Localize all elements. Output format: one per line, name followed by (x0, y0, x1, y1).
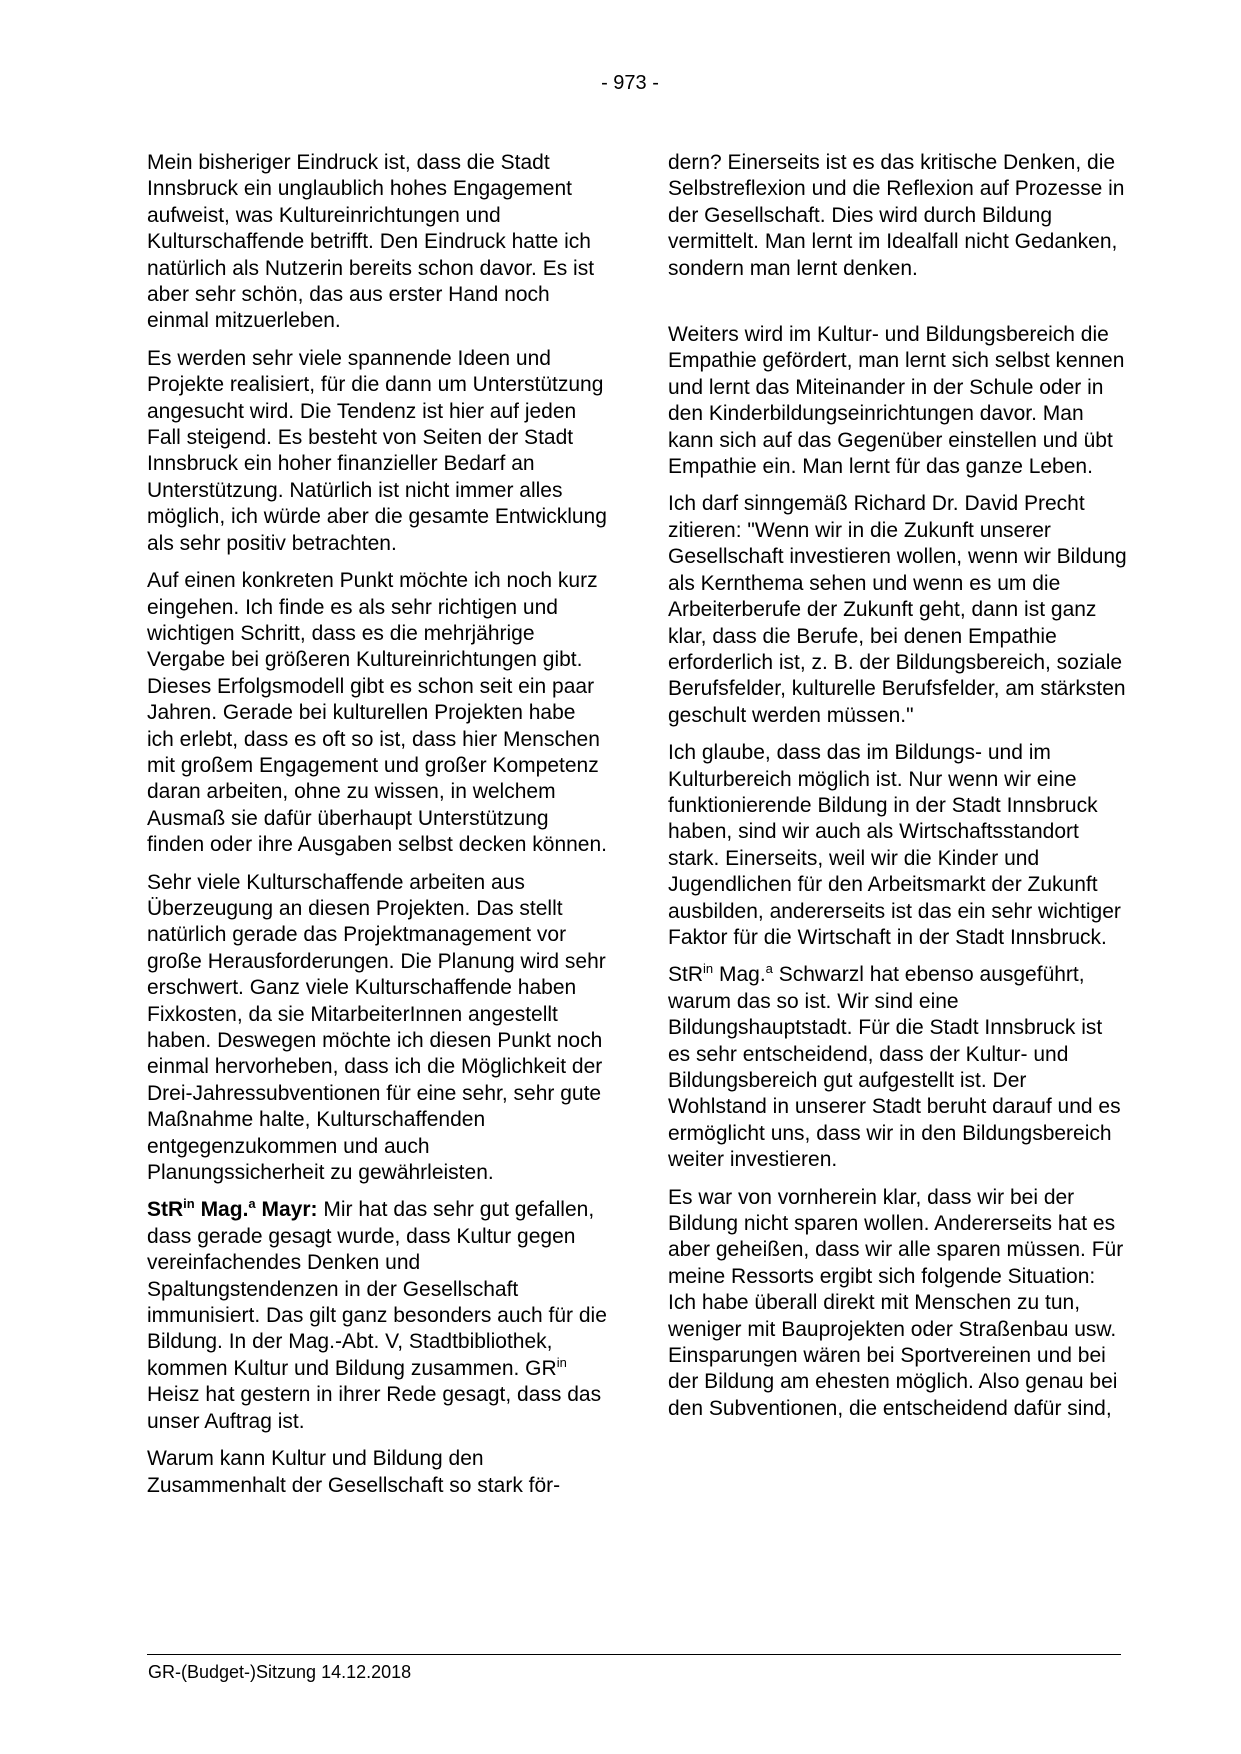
speech-text: Heisz hat gestern in ihrer Rede gesagt, dass das unser Auftrag ist. (147, 1383, 602, 1433)
page-number: - 973 - (601, 72, 659, 94)
paragraph: Auf einen konkreten Punkt möchte ich noch kurz eingehen. Ich finde es als sehr richtigen und wichtigen Schritt, dass es die mehrjährige Vergabe bei größeren Kultureinrichtungen gibt. Dieses Erfolgsmodell gibt es schon seit ein paar Jahren. Gerade bei kulturellen Projekten habe ich erlebt, dass es oft so ist, dass hier Menschen mit großem Engagement und großer Kompetenz daran arbeiten, ohne zu wissen, in welchem Ausmaß sie dafür überhaupt Unterstützung finden oder ihre Ausgaben selbst decken können. (147, 569, 608, 857)
title-prefix: StR (668, 963, 704, 987)
degree: Mag. (713, 963, 766, 987)
paragraph: dern? Einerseits ist es das kritische Denken, die Selbstreflexion und die Reflexion auf Prozesse in der Gesellschaft. Dies wird durch Bildung vermittelt. Man lernt im Idealfall nicht Gedanken, sondern man lernt denken. (668, 151, 1125, 280)
degree-suffix: a (765, 961, 773, 977)
title-suffix: in (556, 1354, 567, 1370)
paragraph: Es werden sehr viele spannende Ideen und Projekte realisiert, für die dann um Unterstützung angesucht wird. Die Tendenz ist hier auf jeden Fall steigend. Es besteht von Seiten der Stadt Innsbruck ein hoher finanzieller Bedarf an Unterstützung. Natürlich ist nicht immer alles möglich, ich würde aber die gesamte Entwicklung als sehr positiv betrachten. (147, 346, 607, 555)
left-column (147, 150, 607, 1510)
speaker-title-suffix: in (183, 1196, 195, 1212)
title-suffix: in (703, 961, 714, 977)
speech-text: Mir hat das sehr gut gefallen, dass gerade gesagt wurde, dass Kultur gegen vereinfachendes Denken und Spaltungstendenzen in der Gesellschaft immunisiert. Das gilt ganz besonders auch für die Bildung. In der Mag.-Abt. V, Stadtbibliothek, kommen Kultur und Bildung zusammen. GR (147, 1198, 607, 1380)
paragraph: Weiters wird im Kultur- und Bildungsbereich die Empathie gefördert, man lernt sich selbst kennen und lernt das Miteinander in der Schule oder in den Kinderbildungseinrichtungen davor. Man kann sich auf das Gegenüber einstellen und übt Empathie ein. Man lernt für das ganze Leben. (668, 323, 1125, 479)
paragraph: Mein bisheriger Eindruck ist, dass die Stadt Innsbruck ein unglaublich hohes Engagement aufweist, was Kultureinrichtungen und Kulturschaffende betrifft. Den Eindruck hatte ich natürlich als Nutzerin bereits schon davor. Es ist aber sehr schön, das aus erster Hand noch einmal mitzuerleben. (147, 151, 595, 333)
footer-divider (147, 1654, 1121, 1655)
paragraph: Ich darf sinngemäß Richard Dr. David Precht zitieren: "Wenn wir in die Zukunft unserer Gesellschaft investieren wollen, wenn wir Bildung als Kernthema sehen und wenn es um die Arbeiterberufe der Zukunft geht, dann ist ganz klar, dass die Berufe, bei denen Empathie erforderlich ist, z. B. der Bildungsbereich, soziale Berufsfelder, kulturelle Berufsfelder, am stärksten geschult werden müssen." (668, 492, 1127, 727)
speaker-degree-suffix: a (248, 1196, 256, 1212)
paragraph: Ich glaube, dass das im Bildungs- und im Kulturbereich möglich ist. Nur wenn wir eine funktionierende Bildung in der Stadt Innsbruck haben, sind wir auch als Wirtschaftsstandort stark. Einerseits, weil wir die Kinder und Jugendlichen für den Arbeitsmarkt der Zukunft ausbilden, andererseits ist das ein sehr wichtiger Faktor für die Wirtschaft in der Stadt Innsbruck. (668, 741, 1121, 949)
footer-text: GR-(Budget-)Sitzung 14.12.2018 (148, 1662, 412, 1682)
speaker-label (147, 1198, 318, 1221)
paragraph-text: Schwarzl hat ebenso ausgeführt, warum das so ist. Wir sind eine Bildungshauptstadt. Für die Stadt Innsbruck ist es sehr entscheidend, dass der Kultur- und Bildungsbereich gut aufgestellt ist. Der Wohlstand in unserer Stadt beruht darauf und es ermöglicht uns, dass wir in den Bildungsbereich weiter investieren. (668, 963, 1121, 1172)
right-column (668, 150, 1128, 1433)
speaker-paragraph (147, 1197, 607, 1435)
speaker-name: Mayr: (255, 1198, 318, 1222)
paragraph: Es war von vornherein klar, dass wir bei der Bildung nicht sparen wollen. Andererseits hat es aber geheißen, dass wir alle sparen müssen. Für meine Ressorts ergibt sich folgende Situation: Ich habe überall direkt mit Menschen zu tun, weniger mit Bauprojekten oder Straßenbau usw. Einsparungen wären bei Sportvereinen und bei der Bildung am ehesten möglich. Also genau bei den Subventionen, die entscheidend dafür sind, (668, 1185, 1124, 1420)
paragraph: Sehr viele Kulturschaffende arbeiten aus Überzeugung an diesen Projekten. Das stellt natürlich gerade das Projektmanagement vor große Herausforderungen. Die Planung wird sehr erschwert. Ganz viele Kulturschaffende haben Fixkosten, da sie MitarbeiterInnen angestellt haben. Deswegen möchte ich diesen Punkt noch einmal hervorheben, dass ich die Möglichkeit der Drei-Jahressubventionen für eine sehr, sehr gute Maßnahme halte, Kulturschaffenden entgegenzukommen und auch Planungssicherheit zu gewährleisten. (147, 870, 606, 1185)
speaker-degree: Mag. (194, 1198, 249, 1222)
speaker-title: StR (147, 1198, 184, 1222)
paragraph (668, 962, 1128, 1173)
paragraph: Warum kann Kultur und Bildung den Zusammenhalt der Gesellschaft so stark för- (147, 1447, 561, 1497)
